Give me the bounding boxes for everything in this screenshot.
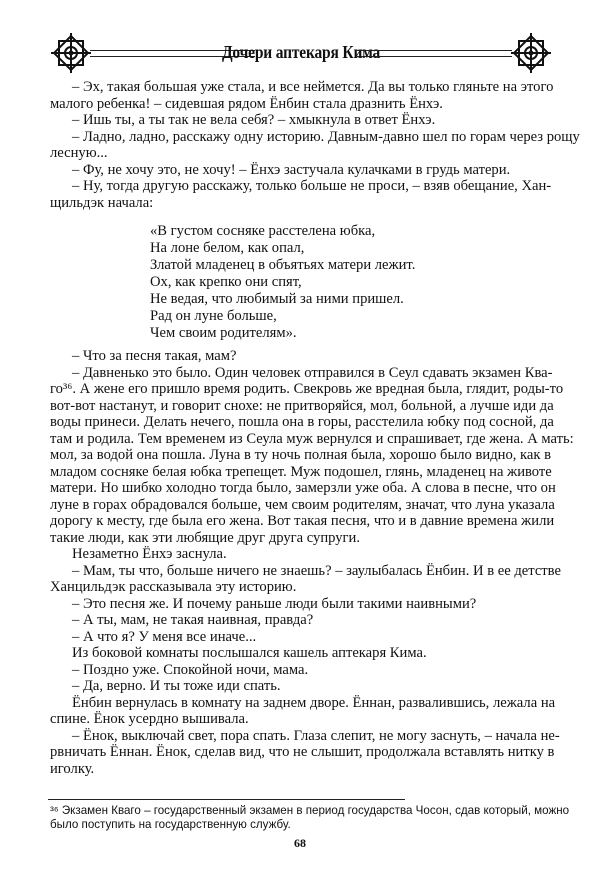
paragraph [50,162,550,179]
text-line: матери. Но шибко холодно тогда было, замерзли уже оба. А слова в песне, что он [50,480,556,496]
text-line: щильдэк начала: [50,194,154,211]
text-line: «В густом сосняке расстелена юбка, [150,223,376,239]
paragraph [50,629,550,646]
text-line: ³⁶ Экзамен Кваго – государственный экзамен в период государства Чосон, сдав который, можно [50,804,570,817]
paragraph [50,112,550,129]
text-line: Ханцильдэк рассказывала эту историю. [50,579,297,595]
text-line: – Ёнок, выключай свет, пора спать. Глаза слепит, не могу заснуть, – начала не- [72,727,560,744]
text-line: лесную... [50,145,108,161]
ornament-icon [508,30,554,76]
paragraph [50,546,550,563]
text-line: – Поздно уже. Спокойной ночи, мама. [72,661,309,678]
paragraph [50,694,556,728]
text-line: малого ребенка! – сидевшая рядом Ёнбин стала дразнить Ёнхэ. [50,95,443,112]
text-line: – А ты, мам, не такая наивная, правда? [72,612,314,628]
text-line: Рад он луне больше, [150,308,277,324]
text-line: – Ну, тогда другую расскажу, только больше не проси, – взяв обещание, Хан- [72,178,552,194]
text-line: Из боковой комнаты послышался кашель аптекаря Кима. [72,645,427,661]
text-line: – Что за песня такая, мам? [72,348,237,364]
running-header [48,30,554,76]
text-line: – Ишь ты, а ты так не вела себя? – хмыкнула в ответ Ёнхэ. [72,112,436,128]
text-line: Не ведая, что любимый за ними пришел. [150,291,404,307]
paragraph [50,678,550,695]
paragraph [50,662,550,679]
text-line: там и родила. Тем временем из Сеула муж вернулся и спрашивает, где жена. А мать: [50,430,574,447]
text-line: воды принеси. Делать нечего, пошла она в горы, расстелила юбку под сосной, да [50,414,554,430]
paragraph [50,178,550,211]
text-line: рвничать Ённан. Ёнок, сделав вид, что не слышит, продолжала вставлять нитку в [50,744,555,760]
text-line: спине. Ёнок усердно вышивала. [50,711,249,727]
text-line: иголку. [50,760,95,777]
paragraph [50,348,550,365]
text-line: На лоне белом, как опал, [150,240,305,256]
text-line: вот-вот настанут, и говорит снохе: не притворяйся, мол, больной, а лучше иди да [50,397,554,414]
text-line: – Ладно, ладно, расскажу одну историю. Давным-давно шел по горам через рощу [72,128,580,145]
text-line: – Мам, ты что, больше ничего не знаешь? – заулыбалась Ёнбин. И в ее детстве [72,562,561,579]
text-line: – А что я? У меня все иначе... [72,628,257,645]
footnote [50,804,570,832]
paragraph [50,79,554,112]
page-number: 68 [294,836,306,850]
header-rule-right [357,50,512,57]
page-title: Дочери аптекаря Кима [221,42,381,62]
paragraph [50,562,561,596]
paragraph [50,596,550,613]
text-line: Ох, как крепко они спят, [150,274,302,290]
text-line: го³⁶. А жене его пришло время родить. Свекровь же вредная была, глядит, роды-то [50,381,564,397]
text-line: Чем своим родителям». [150,325,297,341]
text-line: Незаметно Ёнхэ заснула. [72,546,227,562]
text-line: – Фу, не хочу это, не хочу! – Ёнхэ застучала кулачками в грудь матери. [72,161,511,178]
text-line: Златой младенец в объятьях матери лежит. [150,257,416,273]
text-line: – Да, верно. И ты тоже иди спать. [72,678,281,694]
text-line: луне в горах обрадовался больше, чем своим родителям, значат, что луна указала [50,496,555,513]
text-line: дорогу к месту, где была его жена. Вот такая песня, что и в давние времена жили [50,513,555,529]
paragraph [50,364,574,547]
text-line: мол, за водой она пошла. Луна в ту ночь полная была, хорошо было видно, как в [50,447,552,463]
body-text [50,79,580,777]
poem-stanza [150,223,550,342]
paragraph [50,727,560,778]
text-line: младом сосняке белая юбка трепещет. Муж подошел, глянь, младенец на животе [50,463,552,480]
text-line: – Эх, такая большая уже стала, и все неймется. Да вы только гляньте на этого [72,79,554,95]
paragraph [50,128,580,162]
text-line: – Давненько это было. Один человек отправился в Сеул сдавать экзамен Ква- [72,364,553,381]
text-line: такие люди, как эти любящие друг друга супруги. [50,529,360,546]
paragraph [50,645,550,662]
paragraph [50,612,550,629]
text-line: – Это песня же. И почему раньше люди были такими наивными? [72,595,477,612]
text-line: было поступить на государственную службу. [50,818,291,831]
footnote-rule [48,799,405,800]
text-line: Ёнбин вернулась в комнату на заднем дворе. Ённан, развалившись, лежала на [72,694,556,711]
